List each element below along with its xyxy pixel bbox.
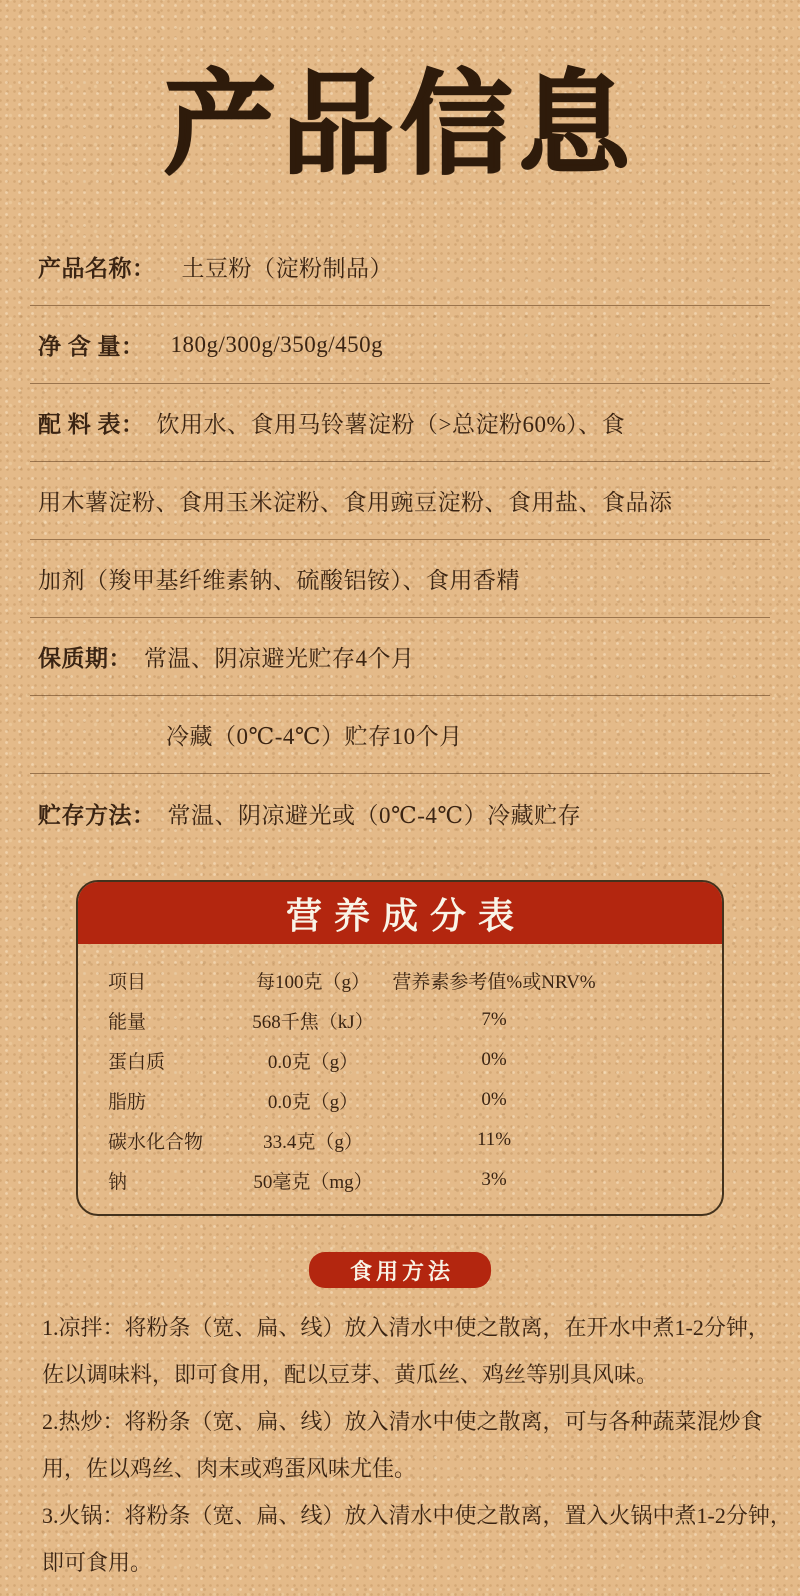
info-label: 配 料 表： <box>38 412 145 437</box>
nutrition-header-row <box>108 960 722 1000</box>
nutrient-nrv: 7% <box>481 1009 507 1030</box>
usage-line-2: 佐以调味料，即可食用，配以豆芽、黄瓜丝、鸡丝等别具风味。 <box>42 1362 659 1387</box>
nutrient-nrv: 0% <box>481 1049 507 1070</box>
usage-line-3: 2.热炒：将粉条（宽、扁、线）放入清水中使之散离，可与各种蔬菜混炒食 <box>42 1409 763 1434</box>
info-value: 常温、阴凉避光贮存4个月 <box>144 646 415 671</box>
nutrient-name: 碳水化合物 <box>108 1131 204 1153</box>
nutrient-amount: 0.0克（g） <box>267 1091 359 1113</box>
col-header-nrv: 营养素参考值%或NRV% <box>392 971 596 993</box>
info-value: 180g/300g/350g/450g <box>170 331 384 357</box>
nutrition-row-sodium <box>108 1160 722 1200</box>
usage-instructions <box>42 1304 792 1586</box>
nutrient-amount: 568千焦（kJ） <box>252 1011 374 1033</box>
info-label: 净 含 量： <box>38 334 145 359</box>
usage-line-4: 用，佐以鸡丝、肉末或鸡蛋风味尤佳。 <box>42 1456 417 1481</box>
usage-method-badge: 食用方法 <box>309 1252 491 1288</box>
nutrient-amount: 33.4克（g） <box>263 1131 363 1153</box>
nutrient-nrv: 3% <box>481 1169 507 1190</box>
info-row-net-weight <box>30 306 770 384</box>
info-row-ingredients <box>30 384 770 462</box>
nutrition-row-energy <box>108 1000 722 1040</box>
nutrition-title-banner: 营养成分表 <box>78 882 722 944</box>
nutrient-nrv: 11% <box>476 1129 512 1150</box>
info-value: 土豆粉（淀粉制品） <box>181 256 393 281</box>
info-row-storage-method <box>30 774 770 852</box>
col-header-item: 项目 <box>108 971 147 993</box>
info-list <box>30 228 770 852</box>
nutrition-row-carbohydrate <box>108 1120 722 1160</box>
nutrient-name: 钠 <box>108 1171 128 1193</box>
info-label: 贮存方法： <box>38 802 156 828</box>
info-value: 加剂（羧甲基纤维素钠、硫酸铝铵）、食用香精 <box>38 568 520 593</box>
nutrient-name: 脂肪 <box>108 1091 147 1113</box>
info-row-product-name <box>30 228 770 306</box>
nutrient-amount: 0.0克（g） <box>267 1051 359 1073</box>
nutrition-table <box>78 944 722 1214</box>
usage-line-6: 即可食用。 <box>42 1550 153 1575</box>
info-label: 产品名称： <box>38 256 156 281</box>
usage-line-1: 1.凉拌：将粉条（宽、扁、线）放入清水中使之散离，在开水中煮1-2分钟， <box>42 1315 770 1340</box>
info-value: 饮用水、食用马铃薯淀粉（>总淀粉60%）、食 <box>156 412 626 437</box>
info-row-shelf-life <box>30 618 770 696</box>
info-row-shelf-life-cont <box>30 696 770 774</box>
col-header-per100g: 每100克（g） <box>255 971 370 993</box>
usage-line-5: 3.火锅：将粉条（宽、扁、线）放入清水中使之散离，置入火锅中煮1-2分钟， <box>42 1503 792 1528</box>
nutrient-nrv: 0% <box>481 1089 507 1110</box>
nutrient-amount: 50毫克（mg） <box>253 1171 373 1193</box>
info-value: 常温、阴凉避光或（0℃-4℃）冷藏贮存 <box>167 802 582 828</box>
nutrient-name: 能量 <box>108 1011 147 1033</box>
nutrition-row-fat <box>108 1080 722 1120</box>
info-value: 用木薯淀粉、食用玉米淀粉、食用豌豆淀粉、食用盐、食品添 <box>38 490 673 515</box>
page-title: 产品信息 <box>164 64 636 188</box>
info-value: 冷藏（0℃-4℃）贮存10个月 <box>166 724 463 749</box>
info-label: 保质期： <box>38 646 132 671</box>
nutrient-name: 蛋白质 <box>108 1051 166 1073</box>
nutrition-facts-card <box>76 880 724 1216</box>
info-row-ingredients-cont-1 <box>30 462 770 540</box>
nutrition-row-protein <box>108 1040 722 1080</box>
info-row-ingredients-cont-2 <box>30 540 770 618</box>
